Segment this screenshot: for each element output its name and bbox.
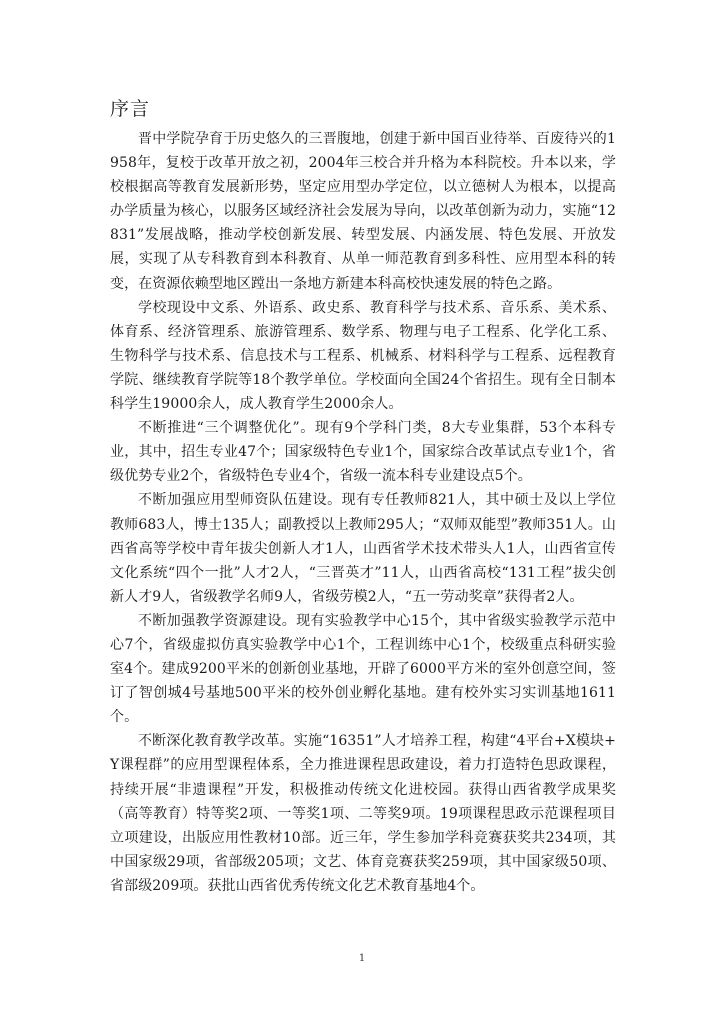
paragraph-majors: 不断推进“三个调整优化”。现有9个学科门类，8大专业集群，53个本科专业，其中，招生专业47个；国家级特色专业1个，国家综合改革试点专业1个，省级优势专业2个，省级特色专业4个，省级一流本科专业建设点5个。: [110, 420, 616, 485]
paragraph-intro: 晋中学院孕育于历史悠久的三晋腹地，创建于新中国百业待举、百废待兴的1958年，复校于改革开放之初，2004年三校合并升格为本科院校。升本以来，学校根据高等教育发展新形势，坚定应用型办学定位，以立德树人为根本，以提高办学质量为核心，以服务区域经济社会发展为导向，以改革创新为动力，实施“12831”发展战略，推动学校创新发展、转型发展、内涵发展、特色发展、开放发展，实现了从专科教育到本科教育、从单一师范教育到多科性、应用型本科的转变，在资源依赖型地区蹚出一条地方新建本科高校快速发展的特色之路。: [110, 131, 616, 292]
paragraph-reform: 不断深化教育教学改革。实施“16351”人才培养工程，构建“4平台+X模块+Y课程群”的应用型课程体系，全力推进课程思政建设，着力打造特色思政课程，持续开展“非遗课程”开发，积极推动传统文化进校园。获得山西省教学成果奖（高等教育）特等奖2项、一等奖1项、二等奖9项。19项课程思政示范课程项目立项建设，出版应用性教材10部。近三年，学生参加学科竞赛获奖共234项，其中国家级29项，省部级205项；文艺、体育竞赛获奖259项，其中国家级50项、省部级209项。获批山西省优秀传统文化艺术教育基地4个。: [110, 733, 616, 894]
paragraph-resources: 不断加强教学资源建设。现有实验教学中心15个，其中省级实验教学示范中心7个，省级虚拟仿真实验教学中心1个，工程训练中心1个，校级重点科研实验室4个。建成9200平米的创新创业基地，开辟了6000平方米的室外创意空间，签订了智创城4号基地500平米的校外创业孵化基地。建有校外实习实训基地1611个。: [110, 612, 616, 726]
document-body: [110, 127, 616, 898]
page-title: 序言: [110, 98, 151, 120]
page-number: 1: [358, 953, 366, 964]
paragraph-faculty: 不断加强应用型师资队伍建设。现有专任教师821人，其中硕士及以上学位教师683人，博士135人；副教授以上教师295人；“双师双能型”教师351人。山西省高等学校中青年拔尖创新人才1人，山西省学术技术带头人1人，山西省宣传文化系统“四个一批”人才2人，“三晋英才”11人，山西省高校“131工程”拔尖创新人才9人，省级教学名师9人，省级劳模2人，“五一劳动奖章”获得者2人。: [110, 492, 616, 605]
paragraph-departments: 学校现设中文系、外语系、政史系、教育科学与技术系、音乐系、美术系、体育系、经济管理系、旅游管理系、数学系、物理与电子工程系、化学化工系、生物科学与技术系、信息技术与工程系、机械系、材料科学与工程系、远程教育学院、继续教育学院等18个教学单位。学校面向全国24个省招生。现有全日制本科学生19000余人，成人教育学生2000余人。: [110, 299, 616, 413]
